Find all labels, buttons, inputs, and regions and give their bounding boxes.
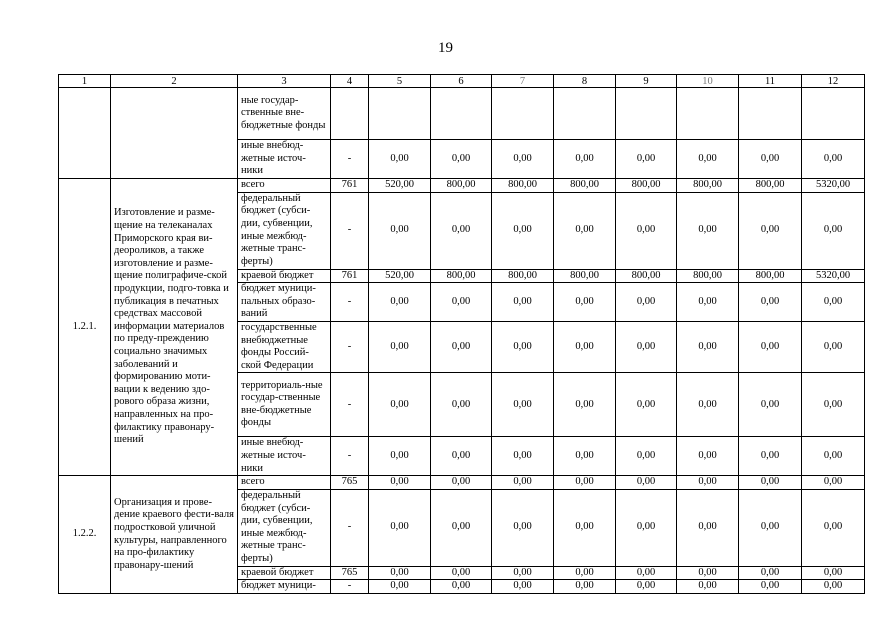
item-name-cell: Изготовление и разме-щение на телеканалах Приморского края ви-деороликов, а также изготовление и разме-щение полиграфиче-ской продукции, подго-товка и публикация в печатных средствах массовой информации материалов по преду-преждению социально значимых заболеваний и формированию моти-вации к ведению здо-рового образа жизни, направленных на про-филактику правонару-шений — [111, 179, 238, 476]
value-cell: 0,00 — [554, 437, 616, 476]
value-cell: 0,00 — [554, 566, 616, 580]
header-cell: 6 — [431, 75, 492, 88]
header-cell: 10 — [677, 75, 739, 88]
value-cell: 0,00 — [677, 566, 739, 580]
value-cell: 0,00 — [616, 283, 677, 322]
value-cell — [492, 88, 554, 140]
value-cell: 0,00 — [431, 437, 492, 476]
value-cell — [677, 88, 739, 140]
header-cell: 2 — [111, 75, 238, 88]
table-row — [59, 476, 865, 490]
value-cell: 0,00 — [677, 283, 739, 322]
value-cell: 0,00 — [492, 283, 554, 322]
header-cell: 8 — [554, 75, 616, 88]
value-cell: 0,00 — [802, 140, 865, 179]
value-cell: 0,00 — [492, 476, 554, 490]
budget-table — [58, 74, 865, 594]
funding-source-cell: бюджет муници- — [238, 580, 331, 594]
header-cell: 3 — [238, 75, 331, 88]
value-cell: 800,00 — [431, 269, 492, 283]
value-cell: 0,00 — [677, 140, 739, 179]
name-cell — [111, 88, 238, 179]
value-cell: 0,00 — [802, 566, 865, 580]
table-row — [59, 88, 865, 140]
value-cell: 0,00 — [739, 437, 802, 476]
value-cell: 765 — [331, 476, 369, 490]
funding-source-cell: иные внебюд-жетные источ-ники — [238, 140, 331, 179]
value-cell: - — [331, 192, 369, 269]
value-cell: 0,00 — [616, 476, 677, 490]
value-cell: 0,00 — [616, 566, 677, 580]
item-name-cell: Организация и прове-дение краевого фести-валя подростковой уличной культуры, направленного на про-филактику правонару-шений — [111, 476, 238, 594]
value-cell: 0,00 — [554, 140, 616, 179]
value-cell: 0,00 — [739, 476, 802, 490]
header-cell: 7 — [492, 75, 554, 88]
value-cell: 0,00 — [616, 140, 677, 179]
value-cell: 761 — [331, 269, 369, 283]
funding-source-cell: иные внебюд-жетные источ-ники — [238, 437, 331, 476]
value-cell: 0,00 — [802, 373, 865, 437]
value-cell: 0,00 — [492, 373, 554, 437]
value-cell: 0,00 — [739, 192, 802, 269]
value-cell: 0,00 — [369, 580, 431, 594]
value-cell: 0,00 — [431, 566, 492, 580]
value-cell: 765 — [331, 566, 369, 580]
value-cell: 0,00 — [739, 489, 802, 566]
value-cell: 0,00 — [677, 489, 739, 566]
value-cell: 0,00 — [739, 140, 802, 179]
value-cell: - — [331, 140, 369, 179]
value-cell: 0,00 — [802, 437, 865, 476]
value-cell: 0,00 — [431, 192, 492, 269]
value-cell: - — [331, 373, 369, 437]
value-cell — [554, 88, 616, 140]
value-cell: 0,00 — [369, 192, 431, 269]
value-cell: - — [331, 580, 369, 594]
value-cell — [739, 88, 802, 140]
value-cell: 520,00 — [369, 269, 431, 283]
value-cell: 761 — [331, 179, 369, 193]
value-cell: 0,00 — [554, 489, 616, 566]
code-cell — [59, 88, 111, 179]
value-cell: 800,00 — [616, 179, 677, 193]
value-cell: 0,00 — [369, 489, 431, 566]
value-cell — [431, 88, 492, 140]
value-cell: 800,00 — [492, 179, 554, 193]
value-cell: 0,00 — [492, 580, 554, 594]
value-cell: 0,00 — [369, 566, 431, 580]
value-cell: 0,00 — [492, 566, 554, 580]
value-cell: 0,00 — [492, 437, 554, 476]
header-cell: 9 — [616, 75, 677, 88]
value-cell: 0,00 — [677, 321, 739, 372]
value-cell: 0,00 — [677, 580, 739, 594]
funding-source-cell: государственные внебюджетные фонды Россий-ской Федерации — [238, 321, 331, 372]
value-cell: 0,00 — [369, 283, 431, 322]
value-cell: 0,00 — [739, 373, 802, 437]
value-cell: 0,00 — [554, 321, 616, 372]
value-cell — [331, 88, 369, 140]
item-code-cell: 1.2.1. — [59, 179, 111, 476]
funding-source-cell: всего — [238, 179, 331, 193]
value-cell: 0,00 — [802, 476, 865, 490]
value-cell: 800,00 — [492, 269, 554, 283]
value-cell: 0,00 — [739, 566, 802, 580]
value-cell: 800,00 — [739, 269, 802, 283]
funding-source-cell: федеральный бюджет (субси-дии, субвенции, иные межбюд-жетные транс-ферты) — [238, 192, 331, 269]
value-cell: 0,00 — [802, 321, 865, 372]
value-cell: 0,00 — [739, 283, 802, 322]
header-cell: 12 — [802, 75, 865, 88]
value-cell: 0,00 — [554, 373, 616, 437]
value-cell: 0,00 — [554, 192, 616, 269]
value-cell: - — [331, 321, 369, 372]
value-cell: - — [331, 437, 369, 476]
value-cell: 0,00 — [492, 489, 554, 566]
table-row — [59, 179, 865, 193]
value-cell: 0,00 — [554, 580, 616, 594]
value-cell: 0,00 — [431, 476, 492, 490]
value-cell: 0,00 — [802, 192, 865, 269]
value-cell: 0,00 — [431, 321, 492, 372]
value-cell: 0,00 — [492, 192, 554, 269]
value-cell — [369, 88, 431, 140]
header-cell: 4 — [331, 75, 369, 88]
value-cell: 0,00 — [616, 192, 677, 269]
value-cell: 0,00 — [431, 489, 492, 566]
value-cell: 0,00 — [431, 283, 492, 322]
value-cell: - — [331, 489, 369, 566]
value-cell: 0,00 — [802, 580, 865, 594]
value-cell: 0,00 — [369, 373, 431, 437]
value-cell: 0,00 — [431, 580, 492, 594]
item-code-cell: 1.2.2. — [59, 476, 111, 594]
table-body — [59, 75, 865, 594]
value-cell: 0,00 — [369, 476, 431, 490]
value-cell: 800,00 — [739, 179, 802, 193]
value-cell: 0,00 — [802, 283, 865, 322]
value-cell: 0,00 — [554, 283, 616, 322]
value-cell: 0,00 — [802, 489, 865, 566]
page-number: 19 — [438, 40, 453, 56]
value-cell: 0,00 — [369, 437, 431, 476]
value-cell: 0,00 — [677, 437, 739, 476]
header-row — [59, 75, 865, 88]
header-cell: 11 — [739, 75, 802, 88]
header-cell: 5 — [369, 75, 431, 88]
value-cell: 0,00 — [616, 321, 677, 372]
value-cell: 0,00 — [677, 373, 739, 437]
value-cell — [616, 88, 677, 140]
funding-source-cell: федеральный бюджет (субси-дии, субвенции, иные межбюд-жетные транс-ферты) — [238, 489, 331, 566]
value-cell: 0,00 — [431, 373, 492, 437]
value-cell: 0,00 — [492, 321, 554, 372]
value-cell: 0,00 — [677, 476, 739, 490]
value-cell: 800,00 — [554, 269, 616, 283]
value-cell: 0,00 — [431, 140, 492, 179]
value-cell: 800,00 — [616, 269, 677, 283]
value-cell: 800,00 — [431, 179, 492, 193]
funding-source-cell: территориаль-ные государ-ственные вне-бюджетные фонды — [238, 373, 331, 437]
value-cell — [802, 88, 865, 140]
value-cell: - — [331, 283, 369, 322]
value-cell: 0,00 — [616, 580, 677, 594]
value-cell: 0,00 — [616, 373, 677, 437]
value-cell: 0,00 — [616, 489, 677, 566]
value-cell: 800,00 — [677, 269, 739, 283]
funding-source-cell: краевой бюджет — [238, 269, 331, 283]
value-cell: 0,00 — [677, 192, 739, 269]
value-cell: 0,00 — [554, 476, 616, 490]
funding-source-cell: краевой бюджет — [238, 566, 331, 580]
value-cell: 0,00 — [369, 321, 431, 372]
value-cell: 0,00 — [369, 140, 431, 179]
value-cell: 0,00 — [739, 321, 802, 372]
value-cell: 800,00 — [554, 179, 616, 193]
funding-source-cell: всего — [238, 476, 331, 490]
header-cell: 1 — [59, 75, 111, 88]
value-cell: 0,00 — [492, 140, 554, 179]
value-cell: 5320,00 — [802, 269, 865, 283]
value-cell: 0,00 — [616, 437, 677, 476]
value-cell: 0,00 — [739, 580, 802, 594]
funding-source-cell: бюджет муници-пальных образо-ваний — [238, 283, 331, 322]
value-cell: 5320,00 — [802, 179, 865, 193]
funding-source-cell: ные государ-ственные вне-бюджетные фонды — [238, 88, 331, 140]
value-cell: 520,00 — [369, 179, 431, 193]
value-cell: 800,00 — [677, 179, 739, 193]
